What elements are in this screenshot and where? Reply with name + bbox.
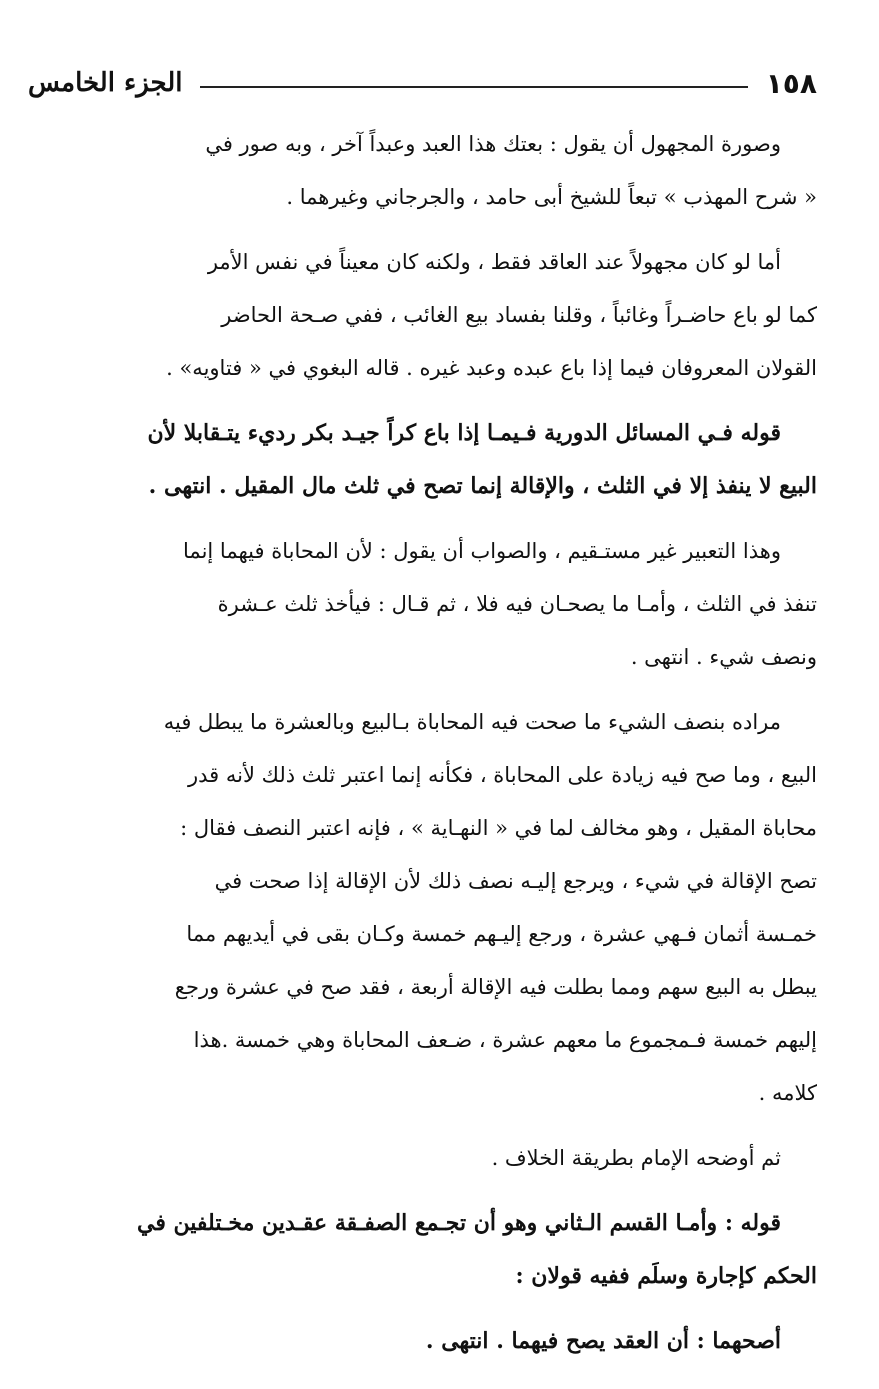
header-rule (200, 86, 747, 88)
text-line: أما لو كان مجهولاً عند العاقد فقط ، ولكنه كان معيناً في نفس الأمر (207, 250, 781, 274)
paragraph (28, 118, 817, 224)
text-line: قوله : وأمـا القسم الـثاني وهو أن تجـمع الصفـقة عقـدين مخـتلفين في (137, 1210, 781, 1236)
page-body (28, 118, 817, 1368)
text-line: تصح الإقالة في شيء ، ويرجع إليـه نصف ذلك لأن الإقالة إذا صحت في (214, 869, 817, 893)
text-line: وصورة المجهول أن يقول : بعتك هذا العبد وعبداً آخر ، وبه صور في (205, 132, 781, 156)
text-line: كلامه . (758, 1081, 817, 1105)
text-line: ونصف شيء . انتهى . (630, 645, 817, 669)
text-line: « شرح المهذب » تبعاً للشيخ أبى حامد ، والجرجاني وغيرهما . (286, 185, 817, 209)
text-line: كما لو باع حاضـراً وغائباً ، وقلنا بفساد بيع الغائب ، ففي صـحة الحاضر (221, 303, 817, 327)
text-line: قوله فـي المسائل الدورية فـيمـا إذا باع كراً جيـد بكر رديء يتـقابلا لأن (147, 420, 781, 446)
quoted-statement (28, 407, 817, 513)
paragraph (28, 525, 817, 684)
page-number: ١٥٨ (765, 66, 817, 100)
text-line: تنفذ في الثلث ، وأمـا ما يصحـان فيه فلا ، ثم قـال : فيأخذ ثلث عـشرة (217, 592, 817, 616)
paragraph (28, 1132, 817, 1185)
text-line: البيع لا ينفذ إلا في الثلث ، والإقالة إنما تصح في ثلث مال المقيل . انتهى . (148, 473, 817, 499)
text-line: البيع ، وما صح فيه زيادة على المحاباة ، فكأنه إنما اعتبر ثلث ذلك لأنه قدر (187, 763, 817, 787)
book-page (28, 58, 817, 1380)
text-line: مراده بنصف الشيء ما صحت فيه المحاباة بـالبيع وبالعشرة ما يبطل فيه (163, 710, 781, 734)
paragraph (28, 696, 817, 1120)
text-line: الحكم كإجارة وسلَم ففيه قولان : (515, 1263, 817, 1289)
part-title: الجزء الخامس (28, 68, 183, 98)
page-header (28, 58, 817, 108)
text-line: خمـسة أثمان فـهي عشرة ، ورجع إليـهم خمسة وكـان بقى في أيديهم مما (186, 922, 817, 946)
quoted-statement (28, 1315, 817, 1368)
text-line: القولان المعروفان فيما إذا باع عبده وعبد غيره . قاله البغوي في « فتاويه» . (166, 356, 817, 380)
text-line: محاباة المقيل ، وهو مخالف لما في « النهـاية » ، فإنه اعتبر النصف فقال : (180, 816, 817, 840)
text-line: أصحهما : أن العقد يصح فيهما . انتهى . (425, 1328, 781, 1354)
paragraph (28, 236, 817, 395)
text-line: إليهم خمسة فـمجموع ما معهم عشرة ، ضـعف المحاباة وهي خمسة .هذا (193, 1028, 817, 1052)
text-line: وهذا التعبير غير مستـقيم ، والصواب أن يقول : لأن المحاباة فيهما إنما (183, 539, 781, 563)
quoted-statement (28, 1197, 817, 1303)
text-line: ثم أوضحه الإمام بطريقة الخلاف . (491, 1146, 781, 1170)
text-line: يبطل به البيع سهم ومما بطلت فيه الإقالة أربعة ، فقد صح في عشرة ورجع (174, 975, 817, 999)
